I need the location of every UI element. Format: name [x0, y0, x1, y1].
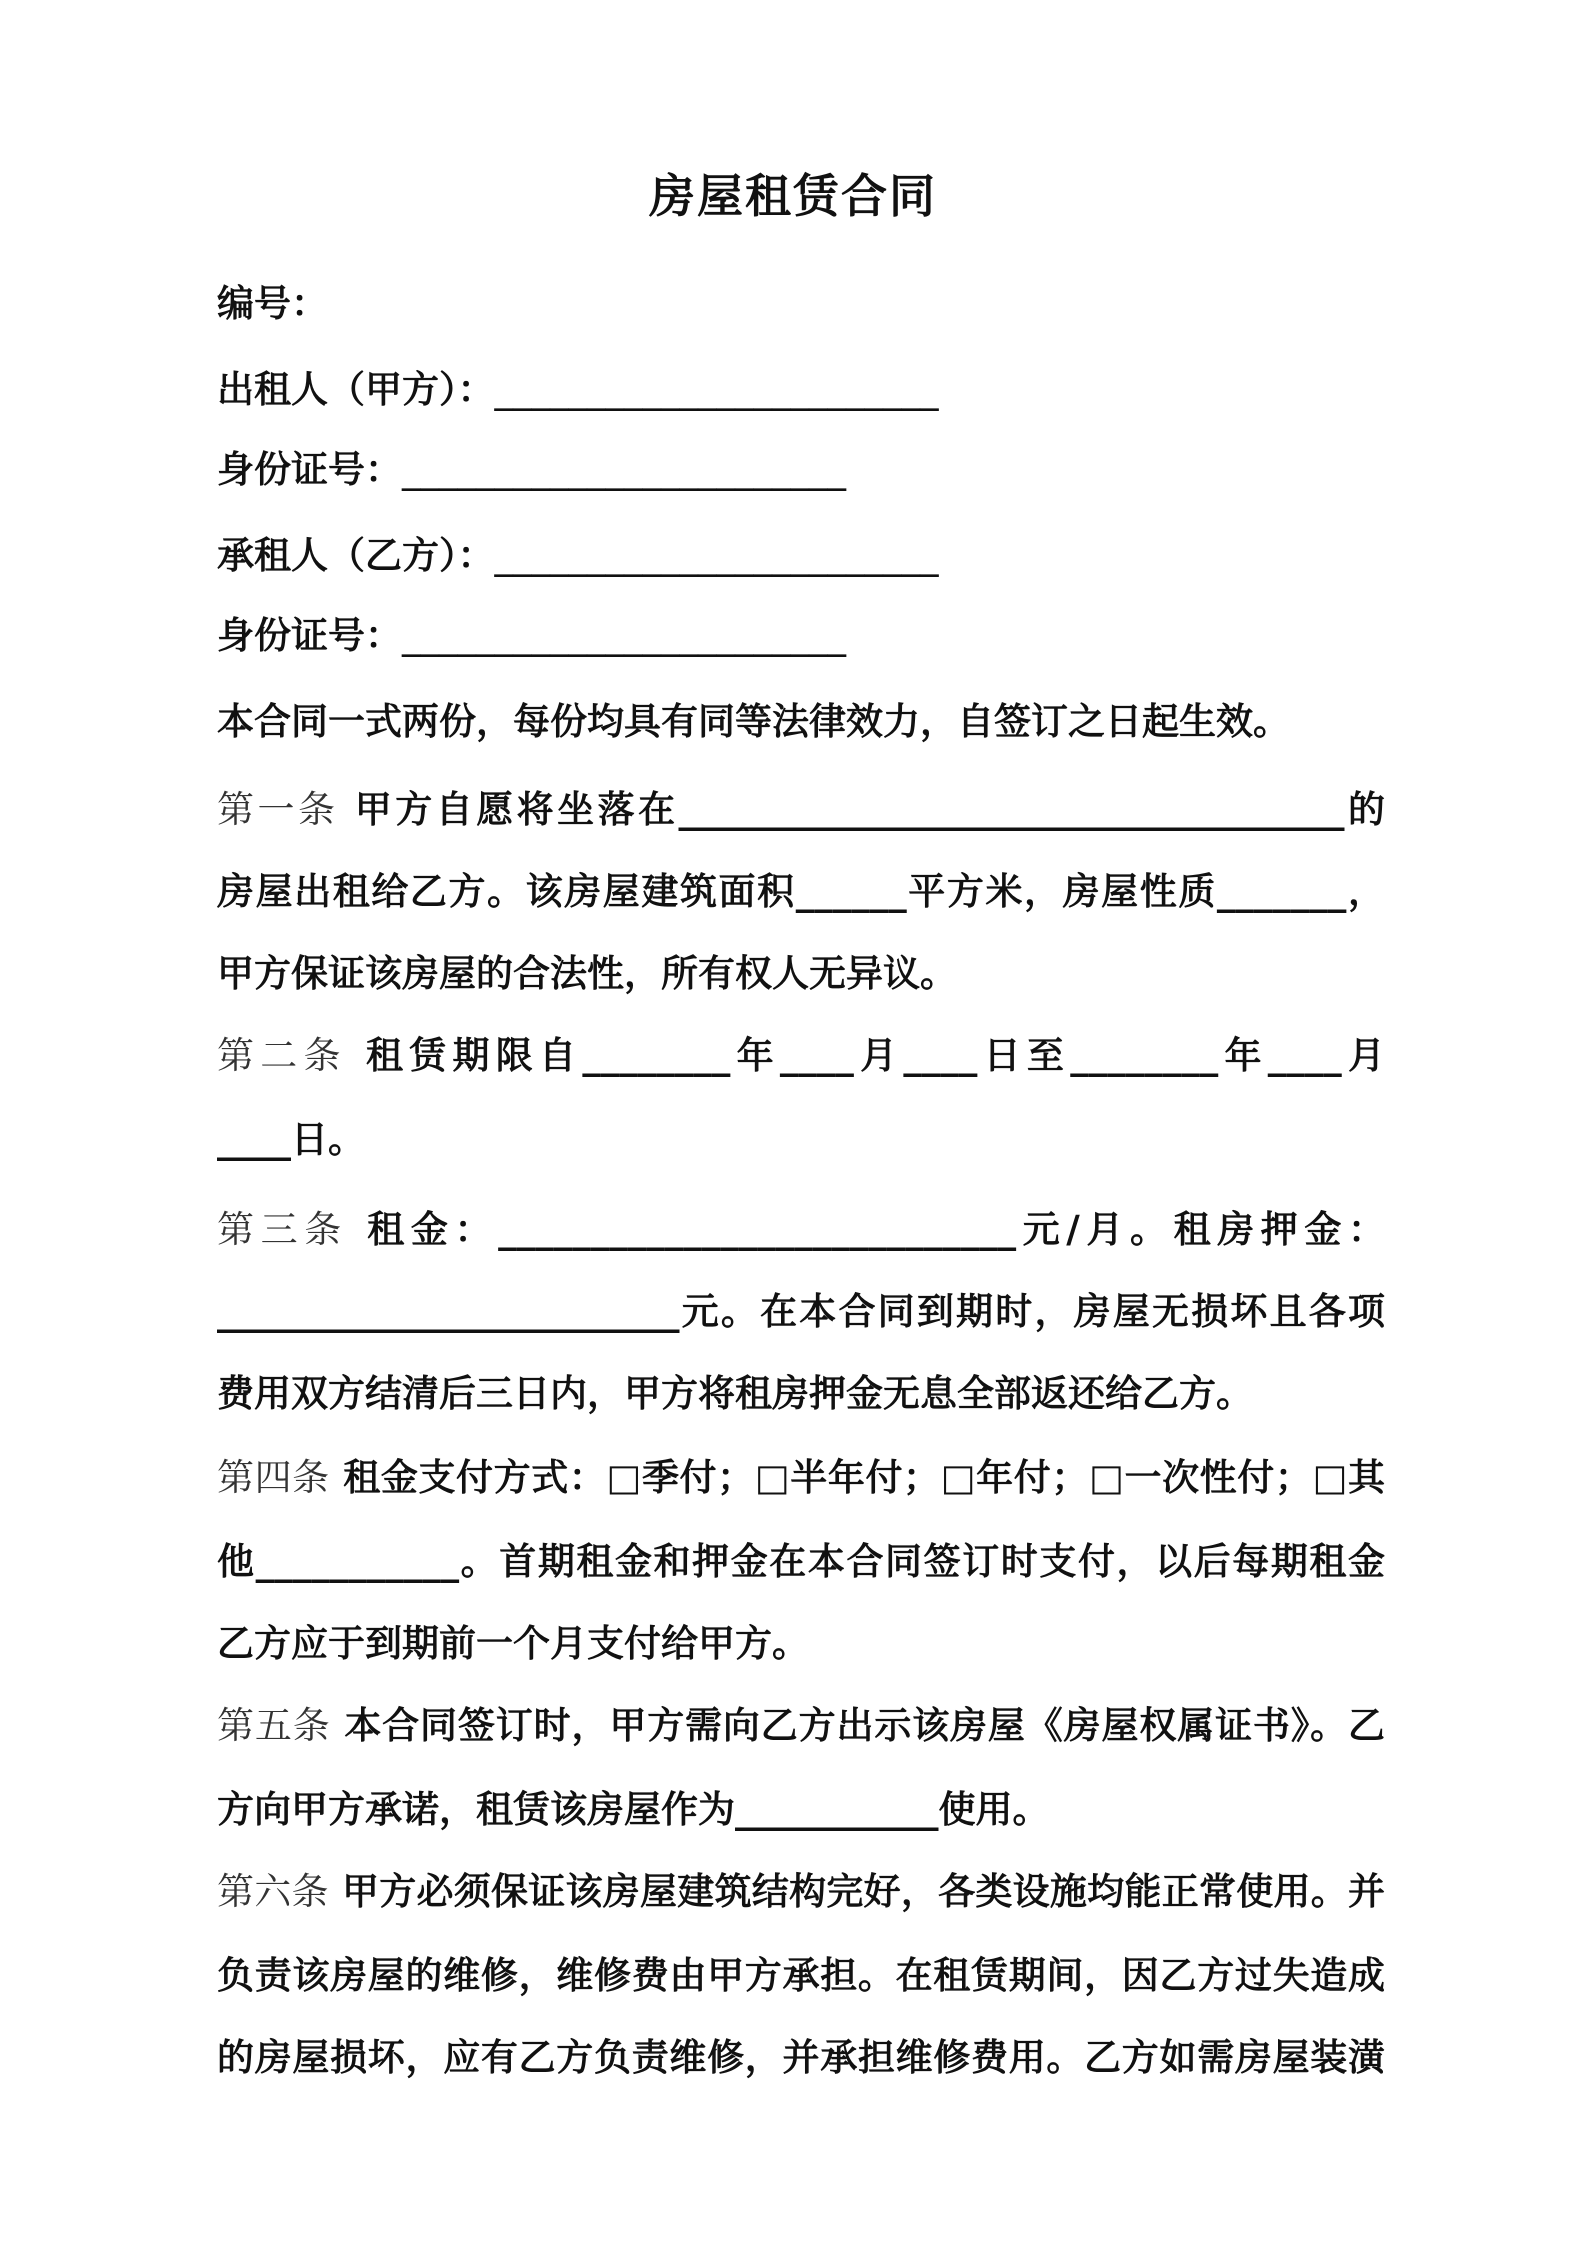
lessee-id-label: 身份证号：: [217, 614, 402, 657]
lessee-id-blank: ________________________: [402, 614, 846, 657]
article-1-line-2: 房屋出租给乙方。该房屋建筑面积______平方米，房屋性质_______，: [217, 870, 1385, 913]
contract-number-line: [217, 282, 1385, 326]
article-6-label: 第六条: [217, 1870, 329, 1913]
article-5-line-2: 方向甲方承诺，租赁该房屋作为___________使用。: [217, 1788, 1050, 1831]
article-1-line-1: 第一条 甲方自愿将坐落在____________________________________的: [217, 788, 1386, 831]
lessor-id-line: [217, 448, 1385, 492]
article-6-line-3: 的房屋损坏，应有乙方负责维修，并承担维修费用。乙方如需房屋装潢: [217, 2036, 1385, 2079]
lessee-blank: ________________________: [494, 534, 939, 577]
article-5-line-1: 第五条 本合同签订时，甲方需向乙方出示该房屋《房屋权属证书》。乙: [217, 1704, 1386, 1747]
article-6-line-1: 第六条 甲方必须保证该房屋建筑结构完好，各类设施均能正常使用。并: [217, 1870, 1386, 1913]
article-3-label: 第三条: [217, 1208, 348, 1251]
lessor-blank: ________________________: [494, 368, 939, 411]
lessor-line: [217, 368, 1385, 412]
article-1-line-3: 甲方保证该房屋的合法性，所有权人无异议。: [217, 952, 957, 995]
article-2-label: 第二条: [217, 1034, 347, 1077]
article-2-line-2: ____日。: [217, 1118, 365, 1161]
lessee-label: 承租人（乙方）：: [217, 534, 495, 577]
article-4-label: 第四条: [217, 1456, 330, 1499]
article-4-line-1: 第四条 租金支付方式：□季付；□半年付；□年付；□一次性付；□其: [217, 1456, 1386, 1499]
article-4-line-2: 他___________。首期租金和押金在本合同签订时支付，以后每期租金: [217, 1540, 1385, 1583]
article-4-line-3: 乙方应于到期前一个月支付给甲方。: [217, 1622, 809, 1665]
article-1-label: 第一条: [217, 788, 339, 831]
lessor-id-label: 身份证号：: [217, 448, 402, 491]
intro-paragraph: 本合同一式两份，每份均具有同等法律效力，自签订之日起生效。: [217, 700, 1290, 743]
lessee-id-line: [217, 614, 1385, 658]
contract-number-label: 编号：: [217, 282, 328, 325]
lessor-label: 出租人（甲方）：: [217, 368, 495, 411]
article-3-line-1: 第三条 租金：____________________________元/月。租房押金：: [217, 1208, 1386, 1251]
article-3-line-2: _________________________元。在本合同到期时，房屋无损坏且各项: [217, 1290, 1385, 1333]
article-3-line-3: 费用双方结清后三日内，甲方将租房押金无息全部返还给乙方。: [217, 1372, 1253, 1415]
lessee-line: [217, 534, 1385, 578]
article-2-line-1: 第二条 租赁期限自________年____月____日至________年____月: [217, 1034, 1386, 1077]
article-5-label: 第五条: [217, 1704, 331, 1747]
lessor-id-blank: ________________________: [402, 448, 846, 491]
document-title: 房屋租赁合同: [649, 169, 937, 223]
article-6-line-2: 负责该房屋的维修，维修费由甲方承担。在租赁期间，因乙方过失造成: [217, 1954, 1385, 1997]
